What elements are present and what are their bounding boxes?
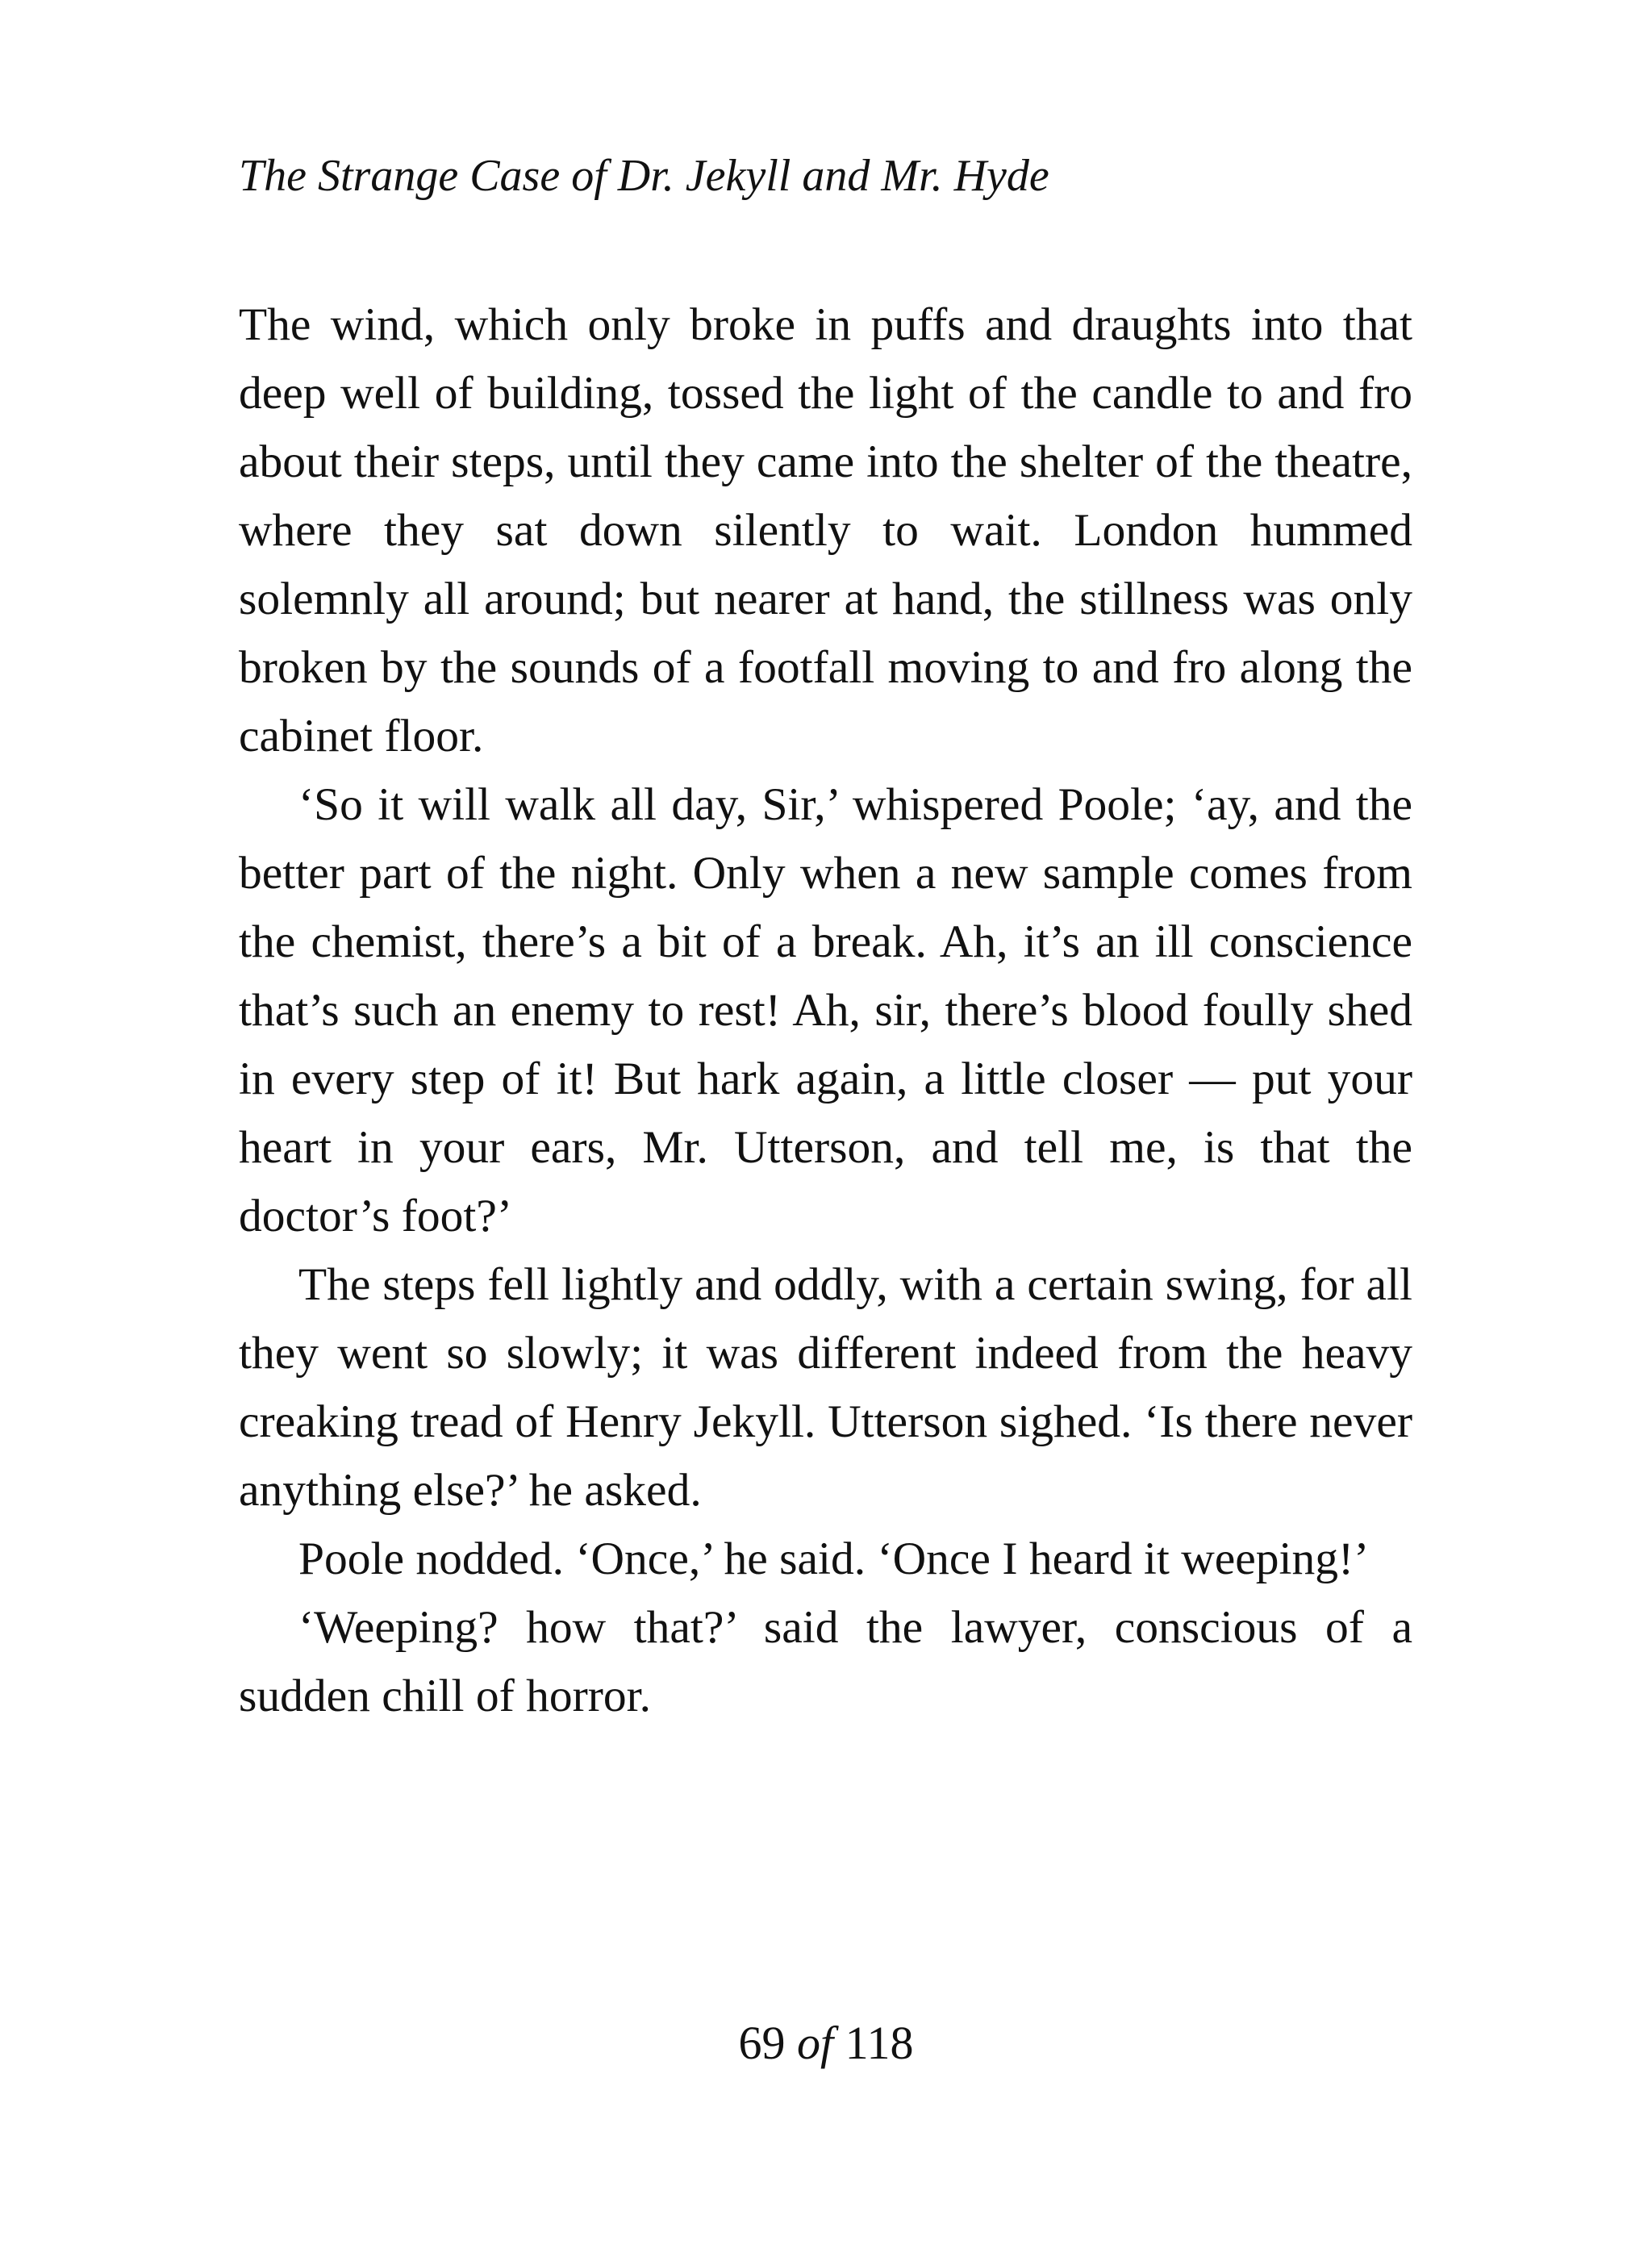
paragraph-1: The wind, which only broke in puffs and draughts into that deep well of building, tossed the light of the candle to and fro about their steps, until they came into the shelter of the theatre, where they sat down silently to wait. London hummed solemnly all around; but nearer at hand, the stillness was only broken by the sounds of a footfall moving to and fro along the cabinet floor.	[239, 299, 1412, 761]
page-number-footer	[0, 2011, 1652, 2076]
paragraph-5: ‘Weeping? how that?’ said the lawyer, conscious of a sudden chill of horror.	[239, 1602, 1412, 1721]
paragraph-4: Poole nodded. ‘Once,’ he said. ‘Once I heard it weeping!’	[298, 1533, 1370, 1584]
page-body	[239, 290, 1412, 1730]
paragraph-2: ‘So it will walk all day, Sir,’ whispered Poole; ‘ay, and the better part of the night. Only when a new sample comes from the chemist, there’s a bit of a break. Ah, it’s an ill conscience that’s such an enemy to rest! Ah, sir, there’s blood foully shed in every step of it! But hark again, a little closer — put your heart in your ears, Mr. Utterson, and tell me, is that the doctor’s foot?’	[239, 779, 1412, 1241]
paragraph-3: The steps fell lightly and oddly, with a certain swing, for all they went so slowly; it was different indeed from the heavy creaking tread of Henry Jekyll. Utterson sighed. ‘Is there never anything else?’ he asked.	[239, 1259, 1412, 1516]
running-header-title: The Strange Case of Dr. Jekyll and Mr. Hyde	[239, 151, 1049, 201]
page-of-word: of	[797, 2017, 834, 2069]
total-pages-number: 118	[845, 2017, 914, 2069]
current-page-number: 69	[738, 2017, 786, 2069]
